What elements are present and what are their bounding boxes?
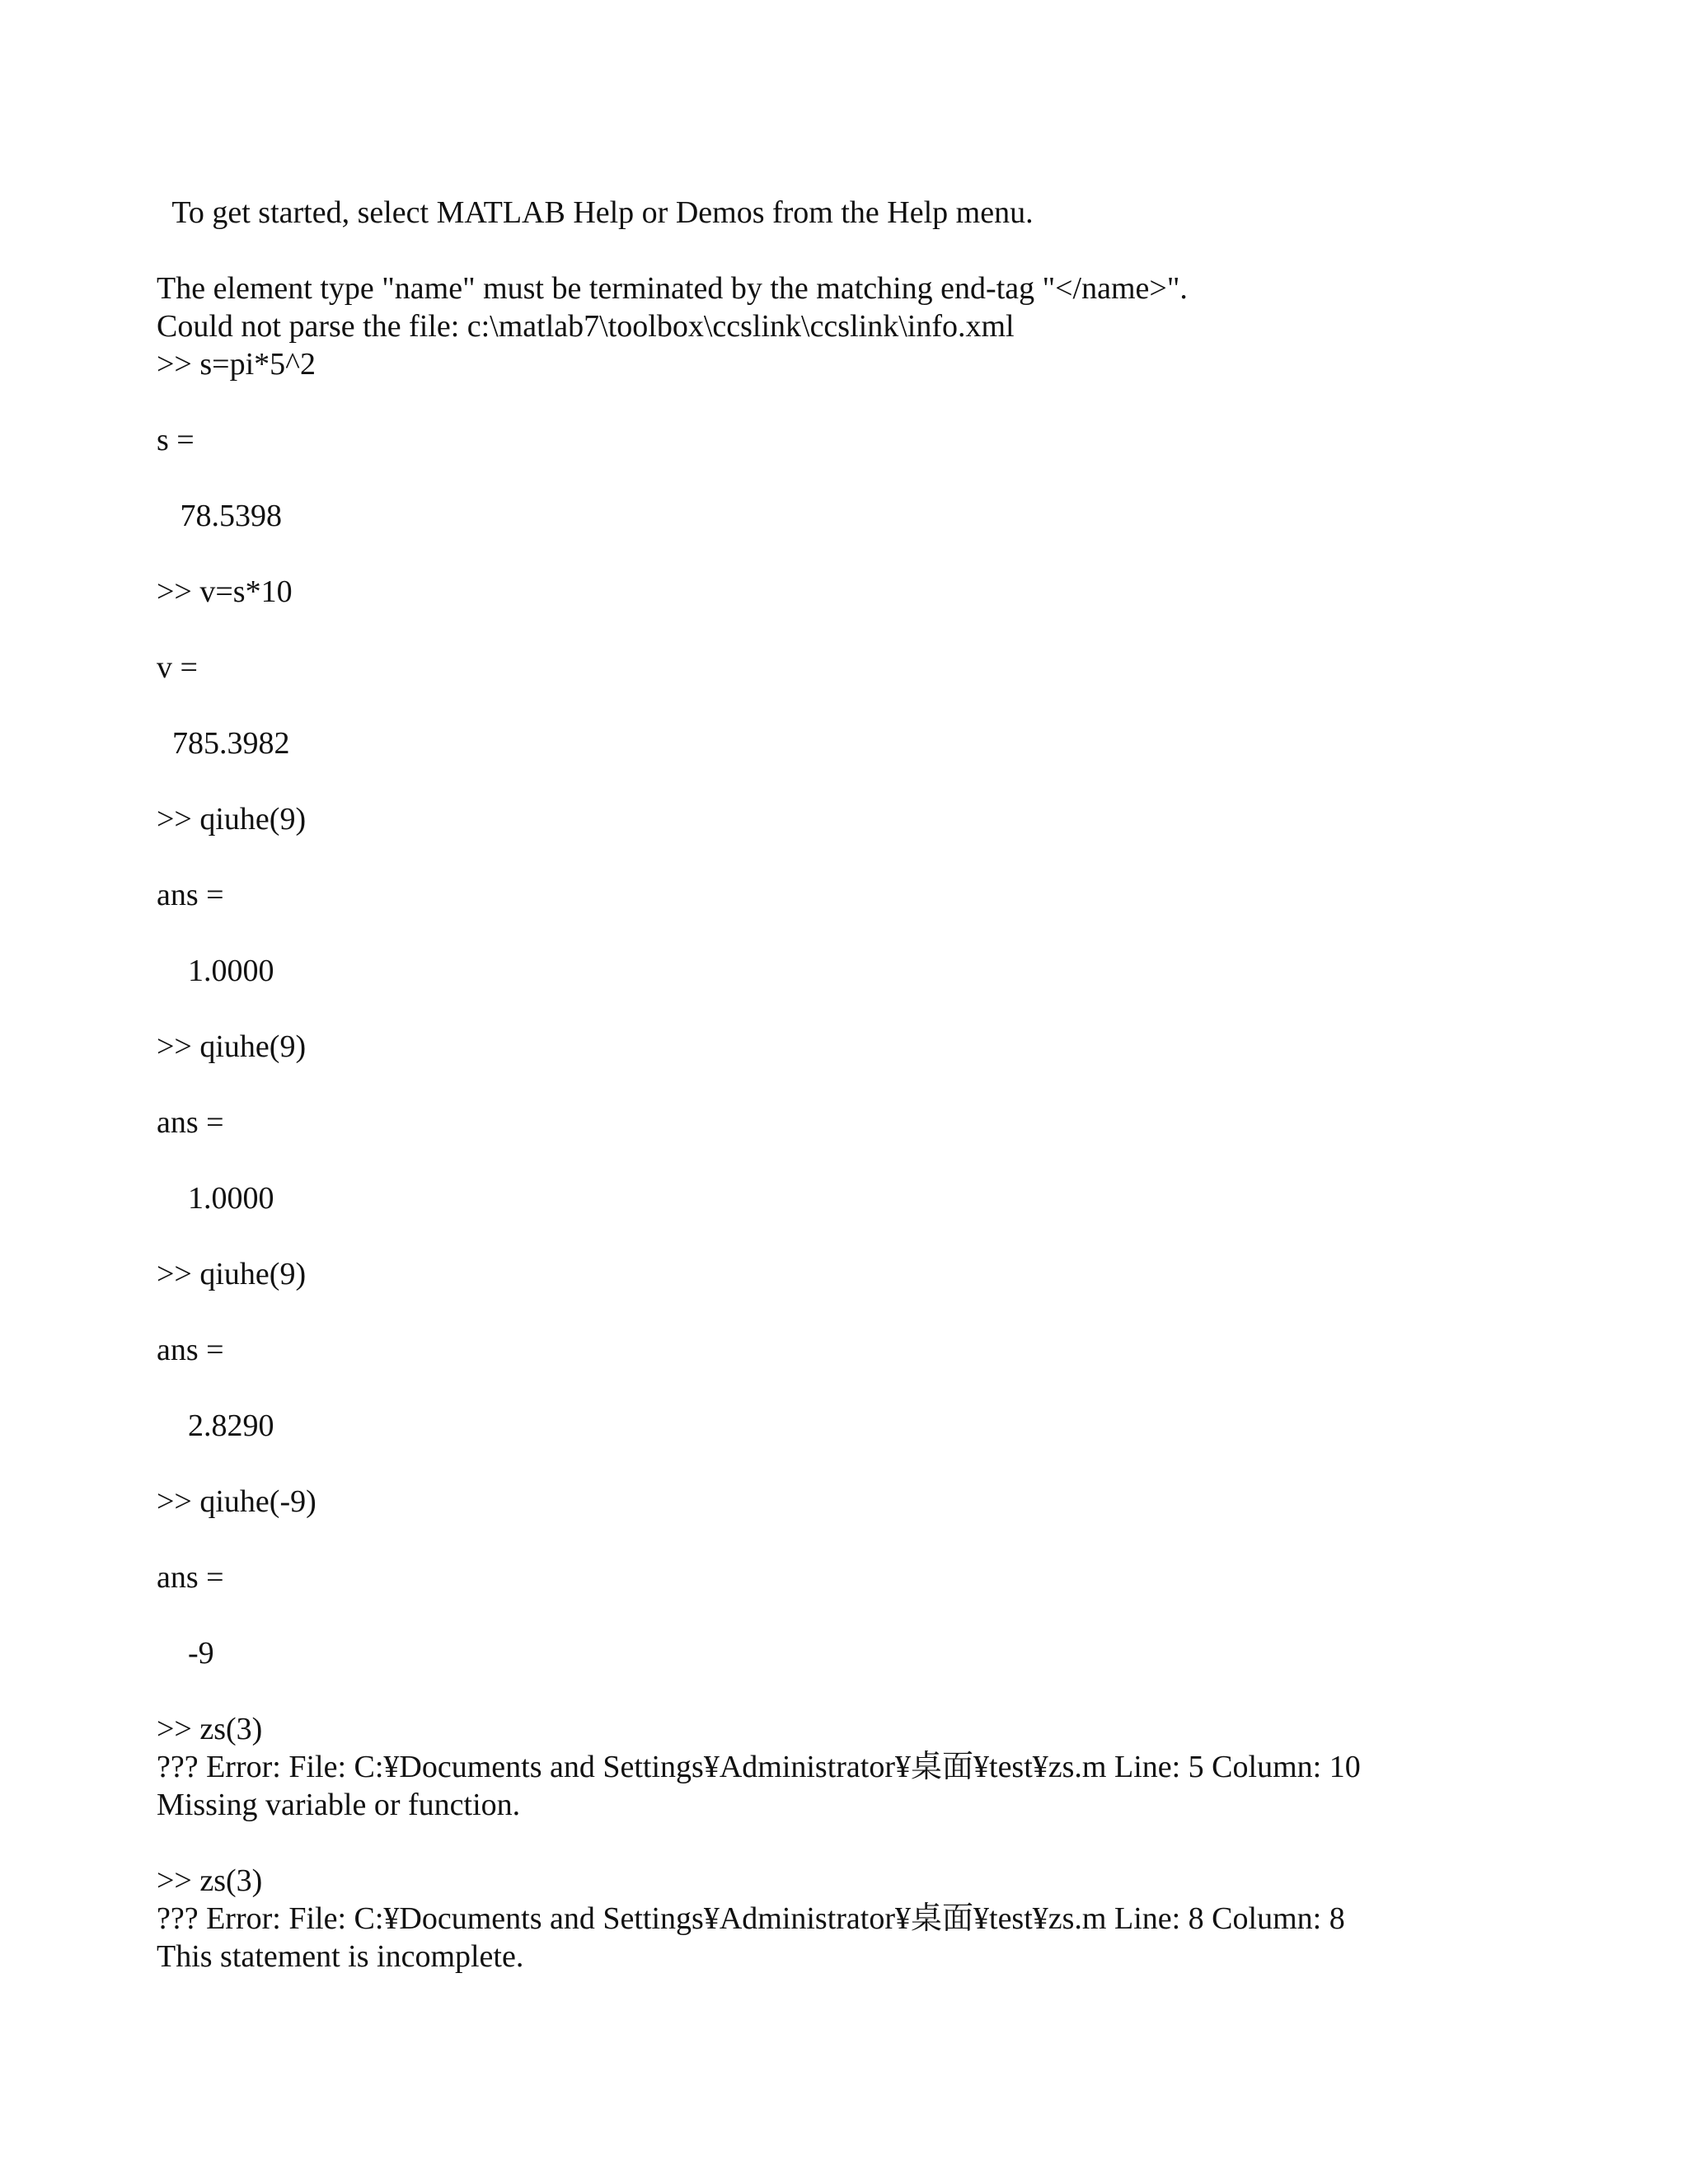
output-variable: s = — [157, 423, 195, 457]
output-variable: ans = — [157, 878, 224, 912]
output-variable: ans = — [157, 1333, 224, 1367]
error-detail: This statement is incomplete. — [157, 1939, 524, 1974]
output-value: 785.3982 — [157, 726, 290, 761]
output-variable: v = — [157, 650, 198, 685]
output-variable: ans = — [157, 1105, 224, 1140]
command-line: >> qiuhe(-9) — [157, 1484, 316, 1519]
output-variable: ans = — [157, 1560, 224, 1595]
command-line: >> qiuhe(9) — [157, 802, 307, 837]
command-line: >> zs(3) — [157, 1712, 263, 1746]
output-value: 1.0000 — [157, 954, 274, 988]
command-line: >> qiuhe(9) — [157, 1029, 307, 1064]
output-value: -9 — [157, 1636, 214, 1671]
xml-error-text: The element type "name" must be terminated by the matching end-tag "</name>". — [157, 271, 1188, 306]
error-message: ??? Error: File: C:¥Documents and Settings¥Administrator¥桌面¥test¥zs.m Line: 5 Column: 10 — [157, 1750, 1361, 1784]
output-value: 78.5398 — [157, 499, 282, 533]
error-message: ??? Error: File: C:¥Documents and Settings¥Administrator¥桌面¥test¥zs.m Line: 8 Column: 8 — [157, 1901, 1345, 1936]
command-line: >> qiuhe(9) — [157, 1257, 307, 1291]
output-value: 2.8290 — [157, 1408, 274, 1443]
error-detail: Missing variable or function. — [157, 1788, 521, 1822]
command-line: >> s=pi*5^2 — [157, 347, 316, 382]
command-line: >> v=s*10 — [157, 574, 293, 609]
startup-hint-text: To get started, select MATLAB Help or Demos from the Help menu. — [157, 195, 1034, 230]
parse-error-text: Could not parse the file: c:\matlab7\toolbox\ccslink\ccslink\info.xml — [157, 309, 1015, 344]
output-value: 1.0000 — [157, 1181, 274, 1216]
command-line: >> zs(3) — [157, 1863, 263, 1898]
